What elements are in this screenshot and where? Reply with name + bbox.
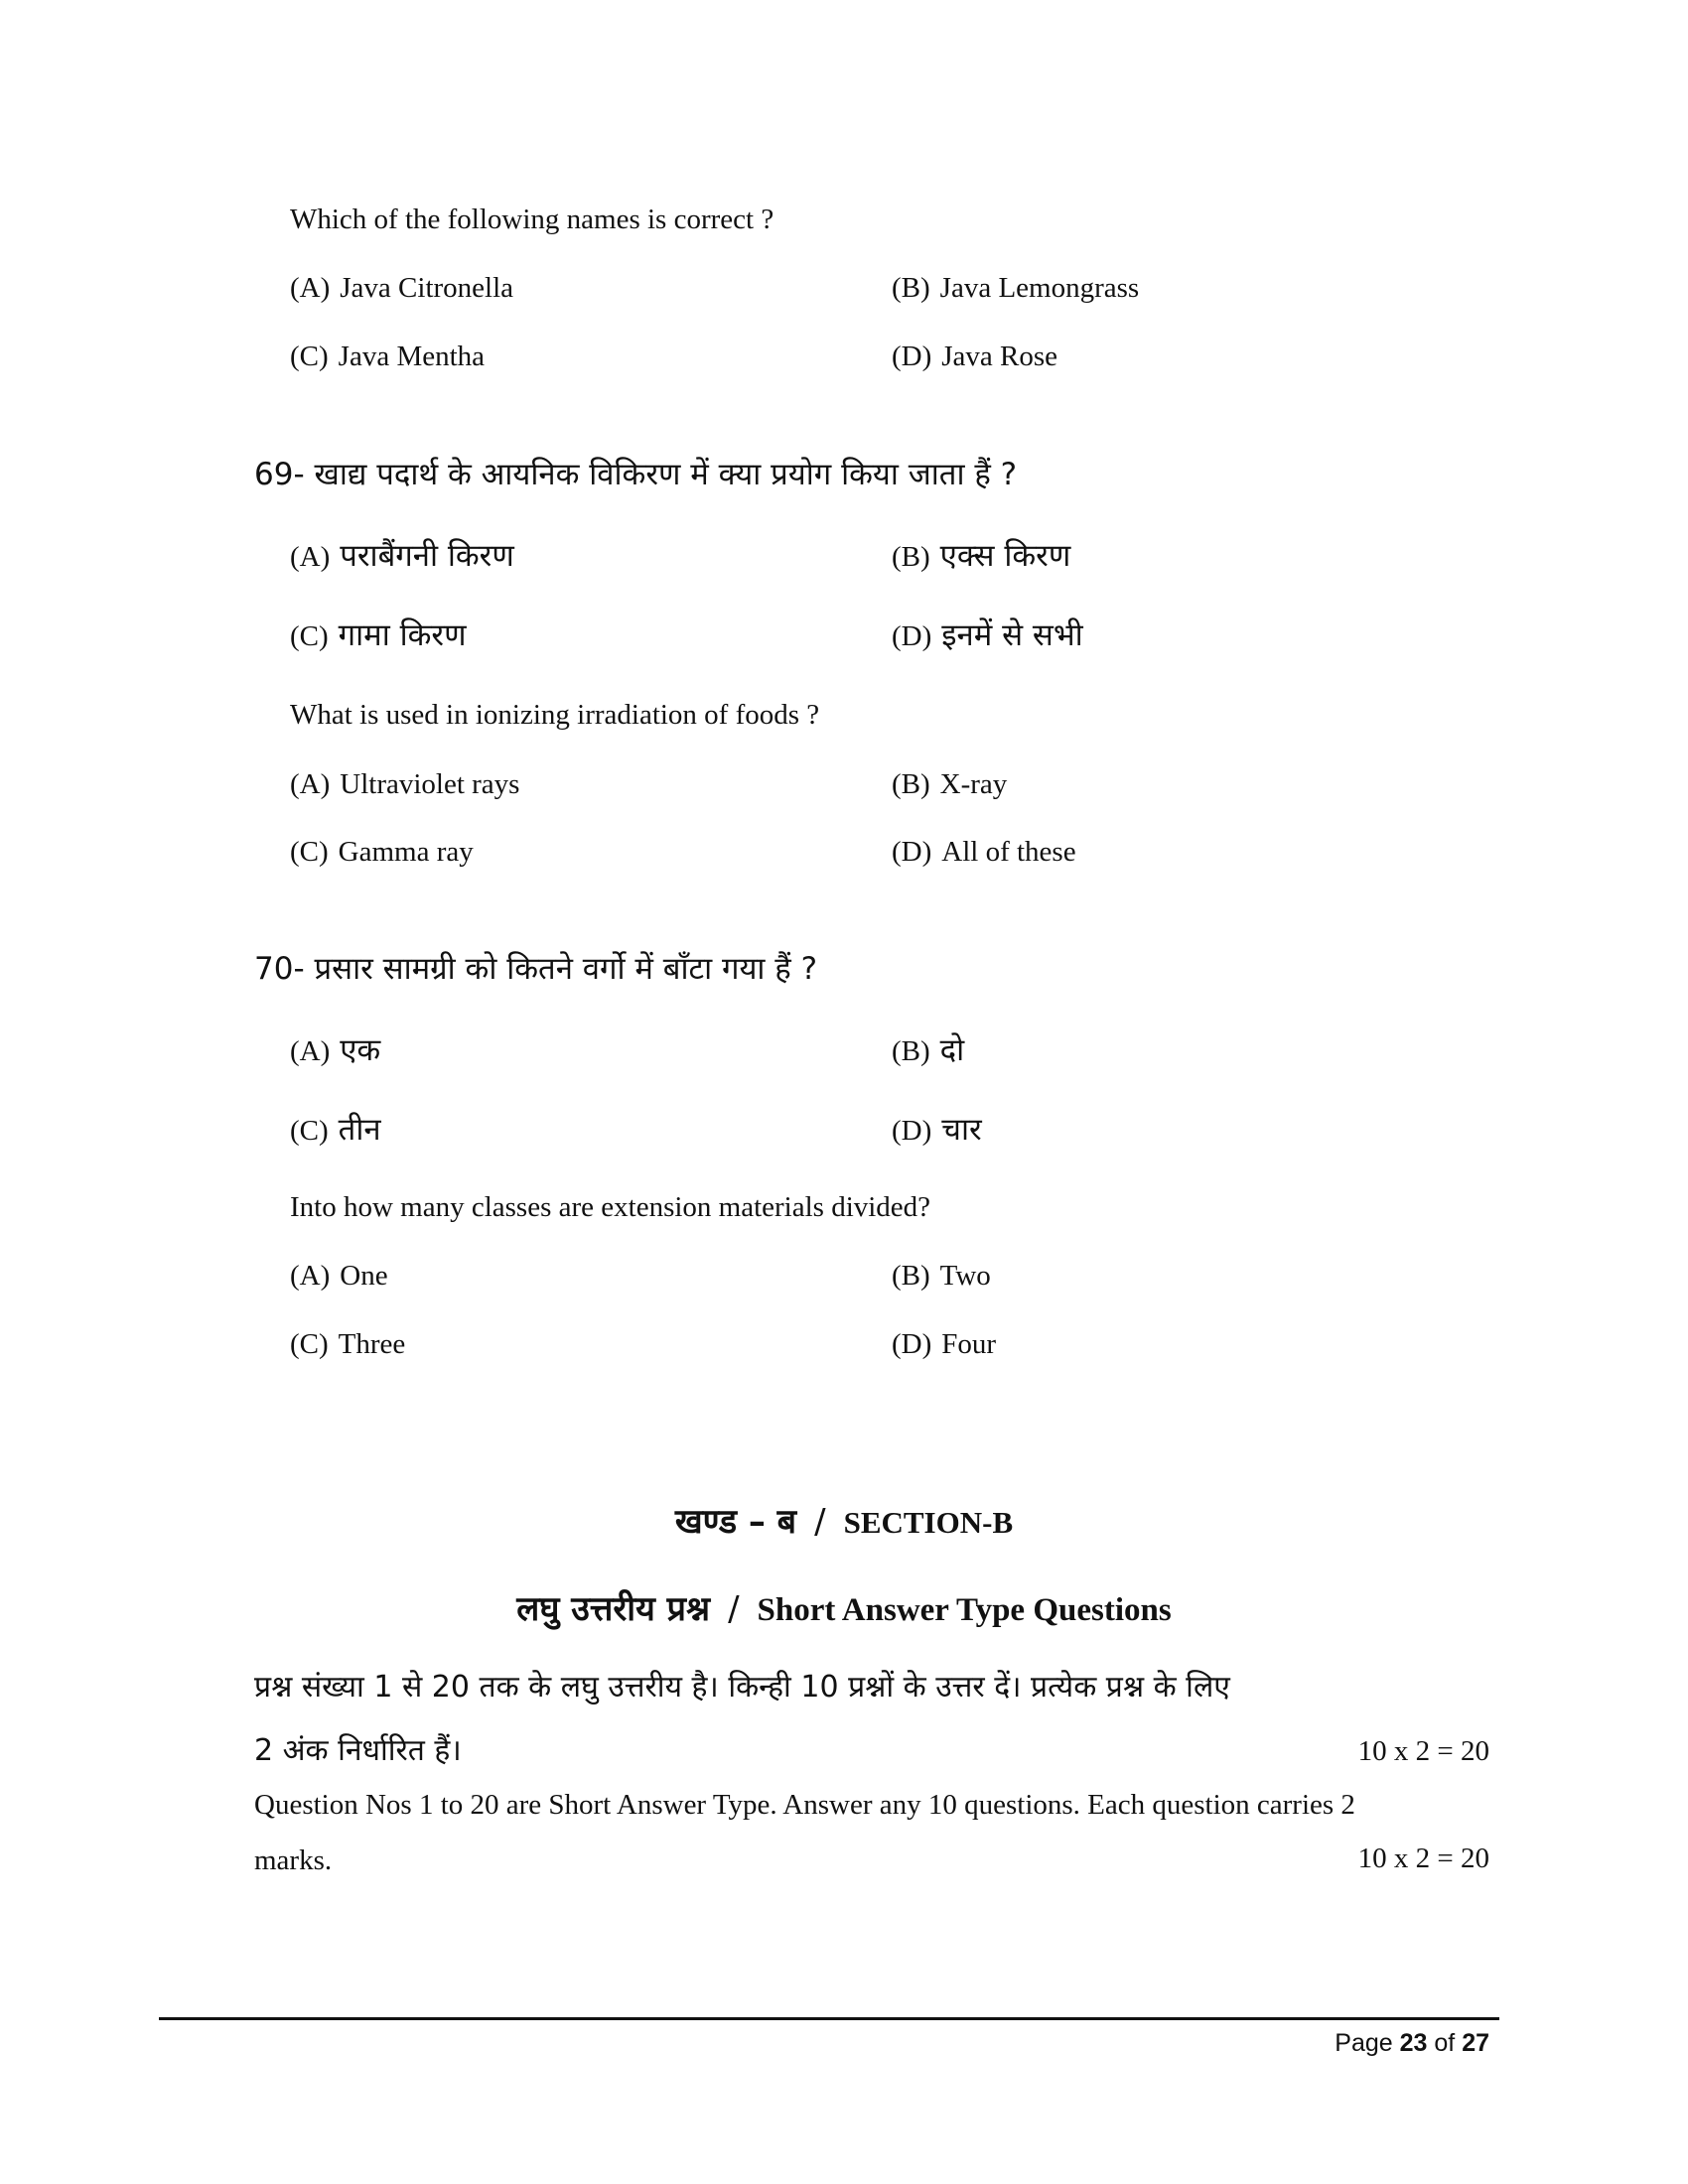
- option-label: (A): [290, 541, 331, 573]
- option-label: (A): [290, 768, 331, 800]
- section-b-subheading: [0, 1584, 1688, 1630]
- option-text: गामा किरण: [338, 617, 467, 653]
- q70-hindi-option-c: [290, 1110, 381, 1151]
- q69-option-c: [290, 834, 474, 870]
- q70-option-c: [290, 1326, 405, 1362]
- section-b-hindi-title: खण्ड – ब: [674, 1502, 797, 1542]
- total-pages: 27: [1462, 2029, 1489, 2057]
- q69-english-question: What is used in ionizing irradiation of foods ?: [290, 699, 820, 731]
- option-text: Gamma ray: [338, 836, 474, 868]
- option-text: Java Mentha: [338, 341, 486, 372]
- option-text: X-ray: [939, 768, 1008, 800]
- q69-option-a: [290, 766, 519, 802]
- q68-option-a: [290, 270, 513, 306]
- q69-option-d: [892, 834, 1076, 870]
- option-text: Three: [338, 1328, 406, 1360]
- footer-rule: [159, 2017, 1499, 2020]
- option-label: (B): [892, 1035, 930, 1067]
- option-label: (D): [892, 836, 932, 868]
- q70-hindi-option-b: [892, 1030, 964, 1071]
- q70-option-a: [290, 1258, 388, 1294]
- option-label: (C): [290, 620, 329, 652]
- option-text: चार: [941, 1112, 982, 1148]
- section-b-english-title: SECTION-B: [843, 1505, 1014, 1540]
- option-label: (B): [892, 541, 930, 573]
- q70-option-d: [892, 1326, 996, 1362]
- option-label: (B): [892, 272, 930, 304]
- q69-hindi-option-c: [290, 615, 467, 656]
- section-b-english-subtitle: Short Answer Type Questions: [757, 1592, 1172, 1628]
- option-label: (C): [290, 1115, 329, 1147]
- option-text: All of these: [941, 836, 1076, 868]
- heading-separator: /: [814, 1502, 826, 1542]
- option-text: Ultraviolet rays: [340, 768, 520, 800]
- option-label: (D): [892, 620, 932, 652]
- option-text: इनमें से सभी: [941, 617, 1083, 653]
- option-text: Two: [939, 1260, 991, 1292]
- option-label: (D): [892, 341, 932, 372]
- q68-option-b: [892, 270, 1139, 306]
- q70-hindi-option-d: [892, 1110, 982, 1151]
- section-b-hindi-subtitle: लघु उत्तरीय प्रश्न: [516, 1589, 711, 1629]
- option-text: Four: [941, 1328, 997, 1360]
- option-text: दो: [939, 1032, 965, 1068]
- current-page: 23: [1399, 2029, 1428, 2057]
- option-text: One: [340, 1260, 388, 1292]
- option-text: Java Citronella: [340, 272, 514, 304]
- option-text: एक: [340, 1032, 381, 1068]
- option-text: एक्स किरण: [939, 538, 1071, 574]
- section-b-heading: [0, 1497, 1688, 1543]
- heading-separator: /: [728, 1589, 740, 1629]
- option-label: (C): [290, 1328, 329, 1360]
- option-text: तीन: [338, 1112, 381, 1148]
- q69-hindi-question: 69- खाद्य पदार्थ के आयनिक विकिरण में क्या प्रयोग किया जाता हैं ?: [254, 457, 1018, 492]
- option-label: (A): [290, 1035, 331, 1067]
- option-label: (B): [892, 768, 930, 800]
- hindi-marks: 10 x 2 = 20: [1357, 1735, 1489, 1767]
- of-word: of: [1434, 2029, 1456, 2057]
- option-label: (D): [892, 1328, 932, 1360]
- option-text: Java Rose: [941, 341, 1058, 372]
- option-label: (D): [892, 1115, 932, 1147]
- q70-hindi-question: 70- प्रसार सामग्री को कितने वर्गो में बाँटा गया हैं ?: [254, 951, 818, 987]
- q69-hindi-option-b: [892, 536, 1070, 577]
- english-marks: 10 x 2 = 20: [1357, 1843, 1489, 1874]
- hindi-instruction-line-1: प्रश्न संख्या 1 से 20 तक के लघु उत्तरीय है। किन्ही 10 प्रश्नों के उत्तर दें। प्रत्येक प्रश्न के लिए: [254, 1670, 1230, 1705]
- option-label: (C): [290, 341, 329, 372]
- q70-hindi-option-a: [290, 1030, 380, 1071]
- option-text: Java Lemongrass: [939, 272, 1140, 304]
- q69-option-b: [892, 766, 1007, 802]
- q68-option-d: [892, 339, 1057, 374]
- option-text: पराबैंगनी किरण: [340, 538, 514, 574]
- q69-hindi-option-d: [892, 615, 1083, 656]
- q70-english-question: Into how many classes are extension materials divided?: [290, 1191, 931, 1223]
- q69-hindi-option-a: [290, 536, 514, 577]
- q70-option-b: [892, 1258, 991, 1294]
- page-word: Page: [1335, 2029, 1393, 2057]
- option-label: (A): [290, 1260, 331, 1292]
- option-label: (C): [290, 836, 329, 868]
- english-instruction-line-1: Question Nos 1 to 20 are Short Answer Type. Answer any 10 questions. Each question carries 2: [254, 1789, 1355, 1821]
- q68-english-question: Which of the following names is correct ?: [290, 204, 774, 235]
- english-instruction-line-2: marks.: [254, 1844, 333, 1876]
- q68-option-c: [290, 339, 485, 374]
- option-label: (B): [892, 1260, 930, 1292]
- option-label: (A): [290, 272, 331, 304]
- page-number: [1335, 2029, 1489, 2058]
- hindi-instruction-line-2: 2 अंक निर्धारित हैं।: [254, 1733, 462, 1768]
